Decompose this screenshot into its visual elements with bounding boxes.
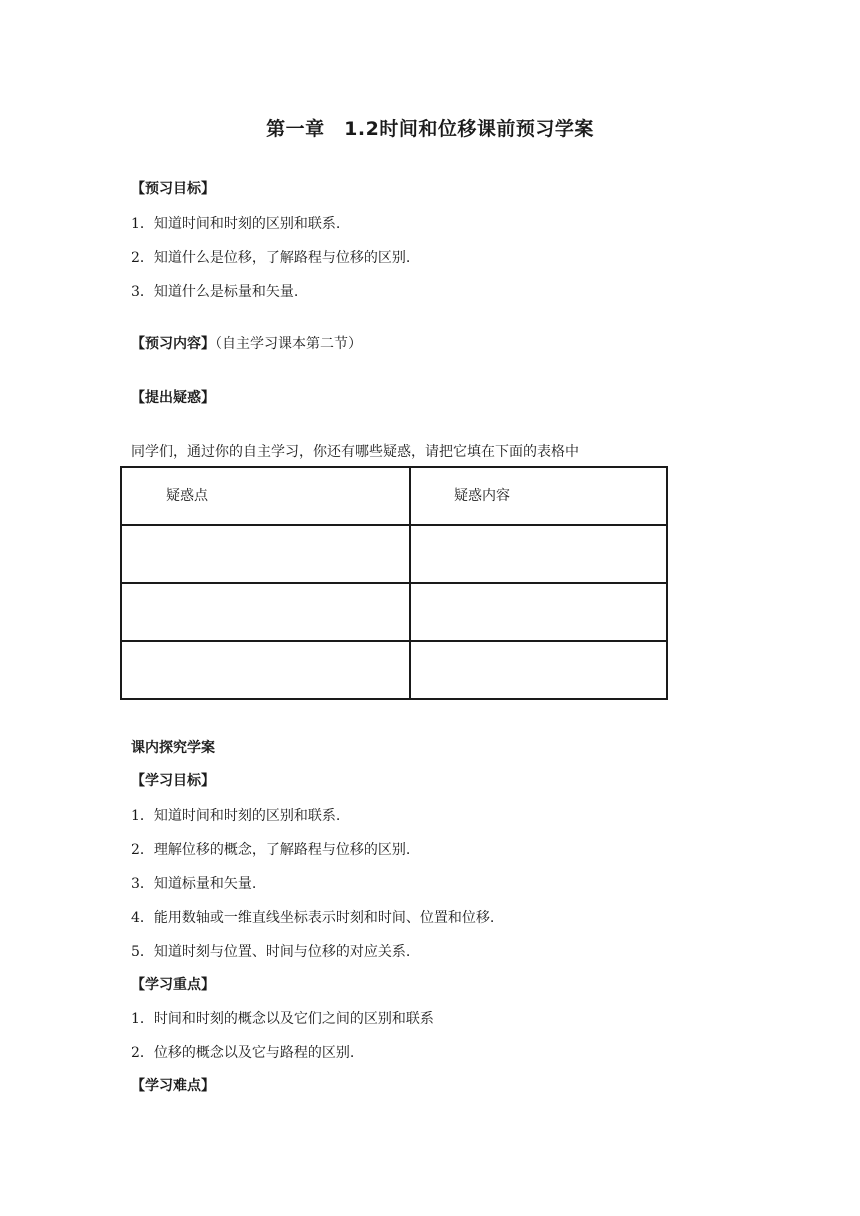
page-title: 第一章 1.2时间和位移课前预习学案 <box>266 118 594 140</box>
table-row <box>121 641 667 699</box>
preview-content-note: （自主学习课本第二节） <box>215 336 362 352</box>
table-row <box>121 525 667 583</box>
learning-goal-item: 4．能用数轴或一维直线坐标表示时刻和时间、位置和位移. <box>131 910 495 926</box>
header-question-point: 疑惑点 <box>166 488 208 504</box>
preview-goal-item: 2．知道什么是位移，了解路程与位移的区别. <box>131 250 411 266</box>
table-header-row <box>121 467 667 525</box>
key-points-heading: 【学习重点】 <box>131 977 215 993</box>
table-cell[interactable] <box>121 641 410 699</box>
header-question-content: 疑惑内容 <box>454 488 510 504</box>
preview-goal-item: 1．知道时间和时刻的区别和联系. <box>131 216 341 232</box>
key-point-item: 1．时间和时刻的概念以及它们之间的区别和联系 <box>131 1011 434 1027</box>
inclass-heading: 课内探究学案 <box>131 740 215 756</box>
table-cell[interactable] <box>410 525 667 583</box>
table-header-cell <box>121 467 410 525</box>
table-cell[interactable] <box>410 583 667 641</box>
table-cell[interactable] <box>121 583 410 641</box>
preview-content-label: 【预习内容】 <box>131 336 215 352</box>
preview-content-heading <box>131 333 362 353</box>
table-cell[interactable] <box>121 525 410 583</box>
table-row <box>121 583 667 641</box>
preview-goals-heading: 【预习目标】 <box>131 181 215 197</box>
preview-goal-item: 3．知道什么是标量和矢量. <box>131 284 299 300</box>
learning-goals-heading: 【学习目标】 <box>131 773 215 789</box>
questions-intro: 同学们，通过你的自主学习，你还有哪些疑惑，请把它填在下面的表格中 <box>131 444 579 460</box>
difficulty-heading: 【学习难点】 <box>131 1078 215 1094</box>
table-header-cell <box>410 467 667 525</box>
key-point-item: 2．位移的概念以及它与路程的区别. <box>131 1045 355 1061</box>
questions-heading: 【提出疑惑】 <box>131 390 215 406</box>
table-cell[interactable] <box>410 641 667 699</box>
learning-goal-item: 3．知道标量和矢量. <box>131 876 257 892</box>
questions-table <box>120 466 668 700</box>
learning-goal-item: 2．理解位移的概念，了解路程与位移的区别. <box>131 842 411 858</box>
learning-goal-item: 5．知道时刻与位置、时间与位移的对应关系. <box>131 944 411 960</box>
learning-goal-item: 1．知道时间和时刻的区别和联系. <box>131 808 341 824</box>
